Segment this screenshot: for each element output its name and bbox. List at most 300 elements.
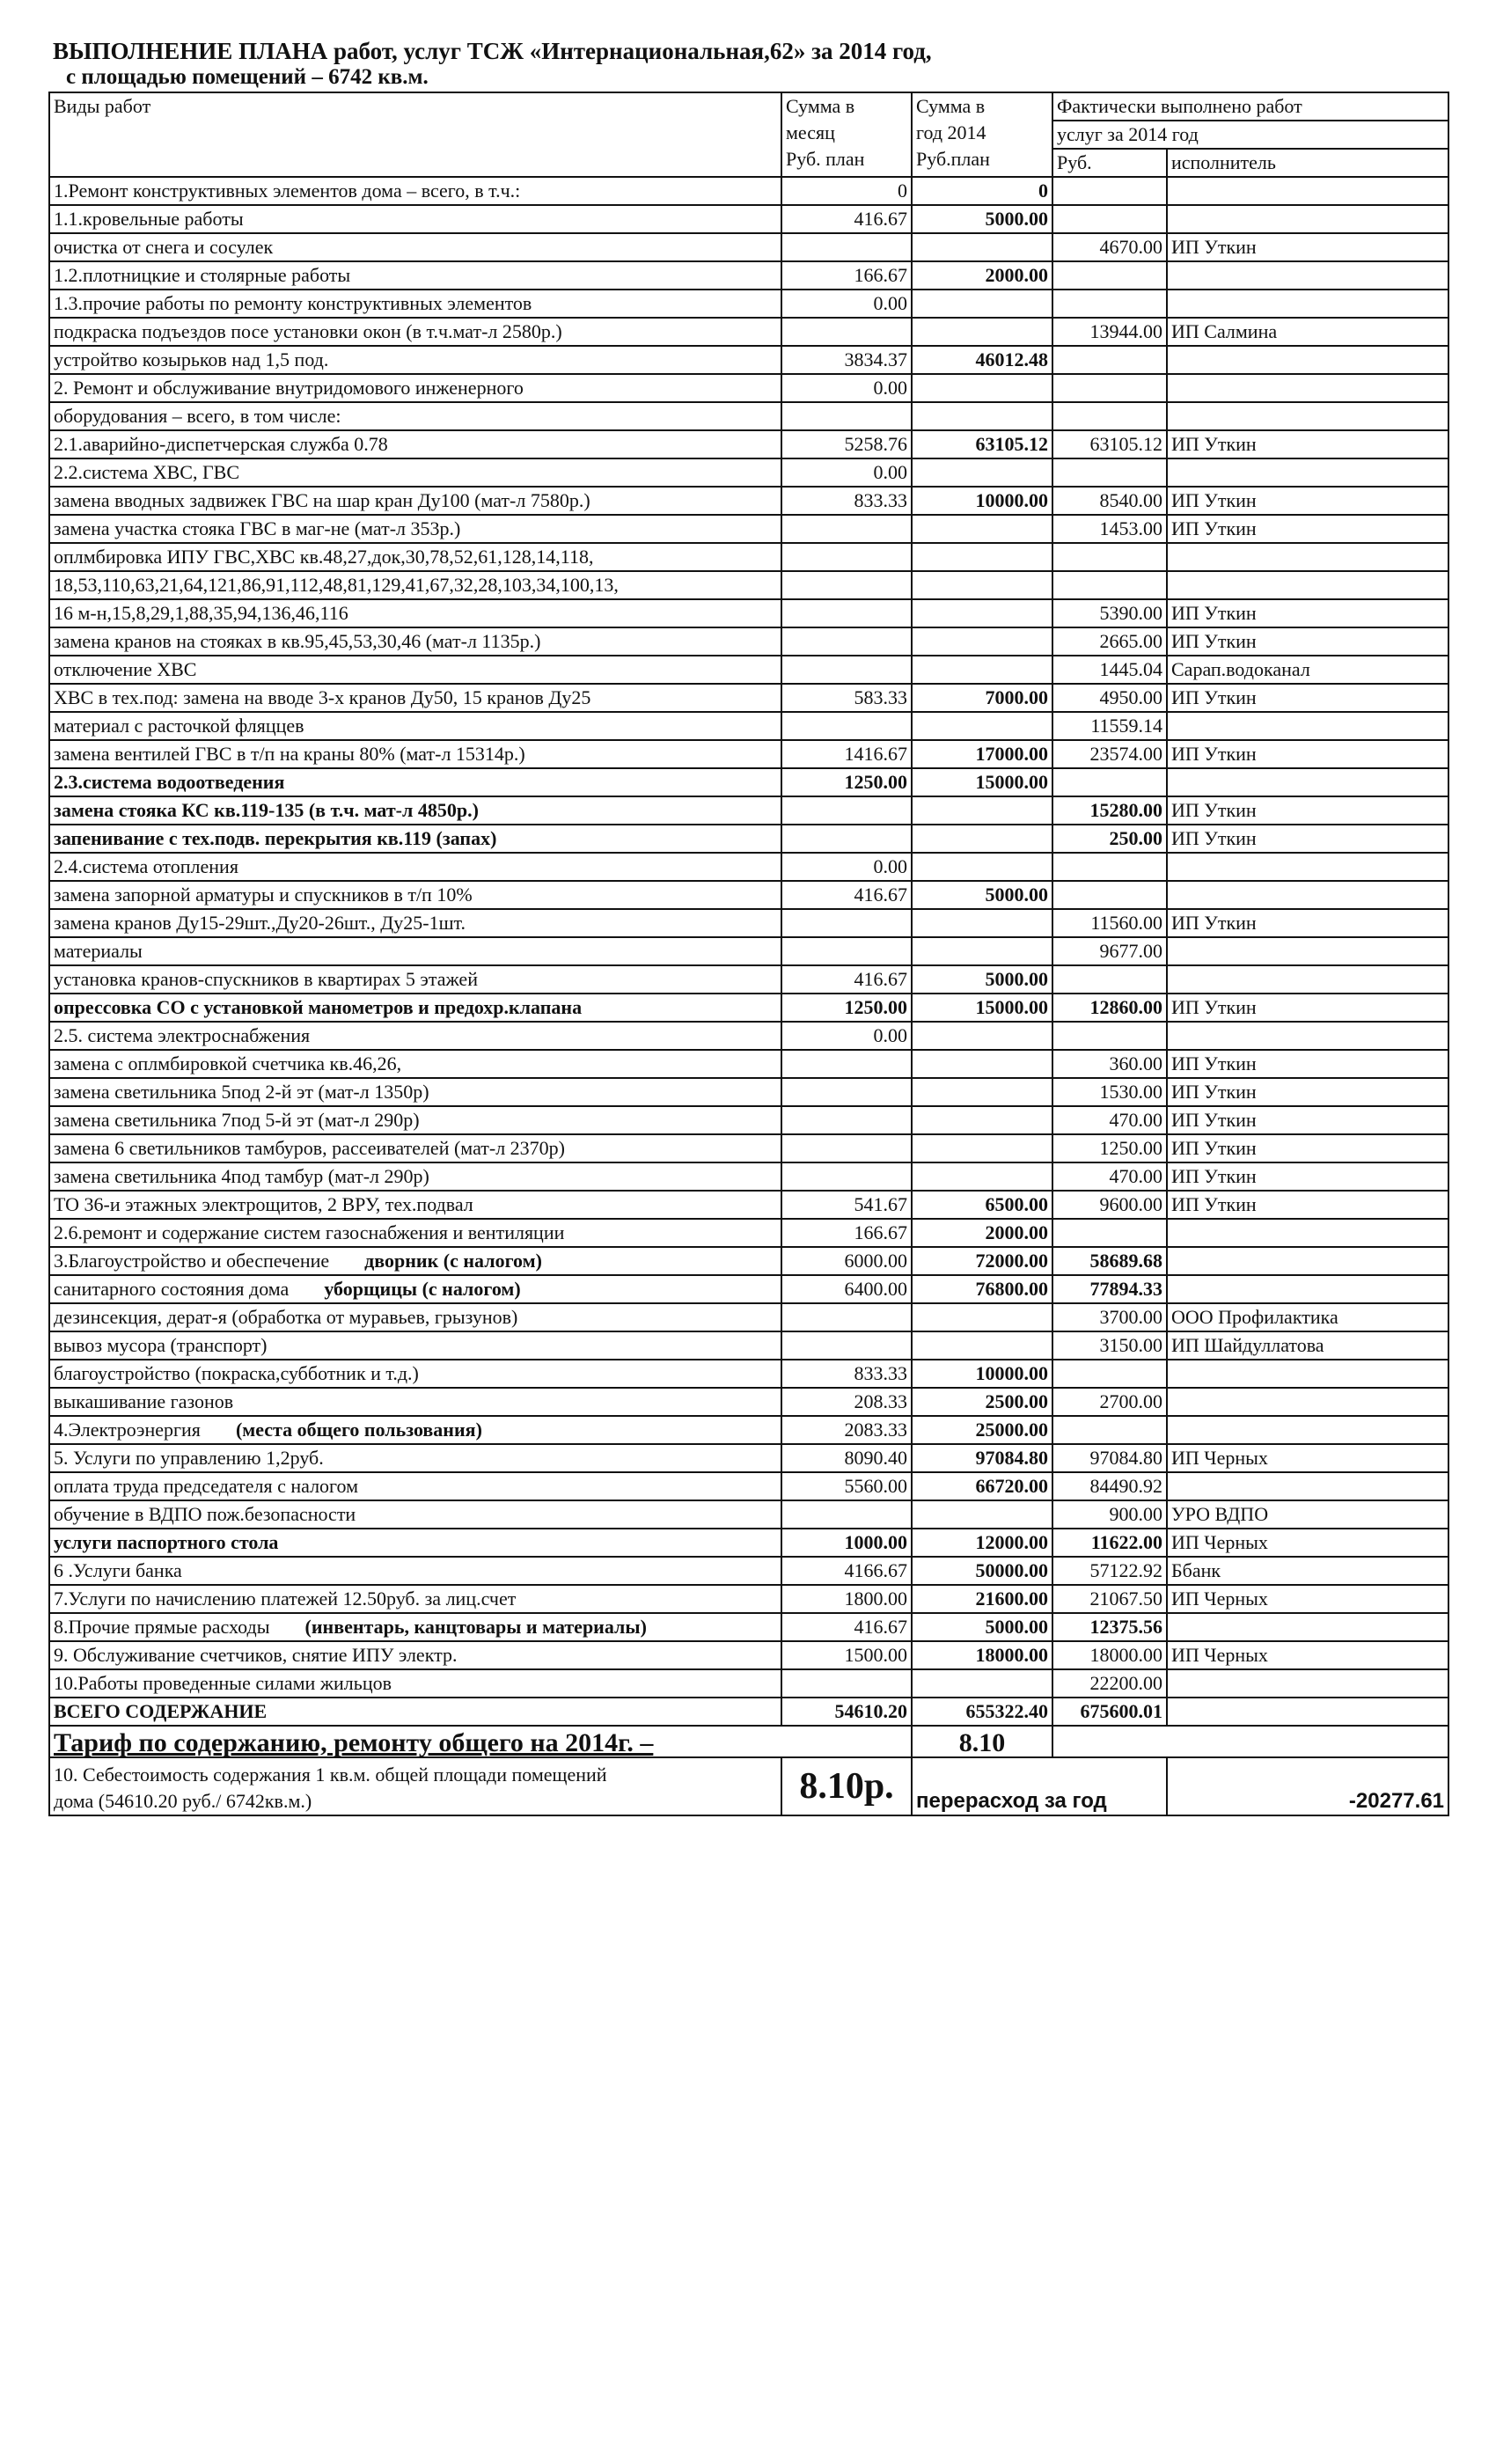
work-type-cell <box>49 1134 781 1162</box>
table-row <box>49 1585 1448 1613</box>
column-header-year <box>912 92 1052 177</box>
month-plan-cell: 1416.67 <box>781 740 912 768</box>
work-type-cell <box>49 402 781 430</box>
month-plan-cell: 4166.67 <box>781 1557 912 1585</box>
fact-rub-cell: 2665.00 <box>1052 627 1167 656</box>
work-type-cell <box>49 233 781 261</box>
work-type-cell <box>49 374 781 402</box>
month-plan-cell <box>781 825 912 853</box>
month-plan-cell <box>781 543 912 571</box>
year-plan-cell <box>912 627 1052 656</box>
work-type-text: ХВС в тех.под: замена на вводе 3-х кранов Ду50, 15 кранов Ду25 <box>54 686 591 708</box>
table-row <box>49 1331 1448 1360</box>
executor-cell: ИП Уткин <box>1167 1134 1448 1162</box>
executor-cell: ИП Уткин <box>1167 515 1448 543</box>
overrun-value: -20277.61 <box>1167 1757 1448 1815</box>
year-plan-cell: 655322.40 <box>912 1698 1052 1726</box>
table-row <box>49 712 1448 740</box>
year-plan-cell: 2000.00 <box>912 261 1052 290</box>
work-type-text: материалы <box>54 940 143 962</box>
work-type-bold-text: (инвентарь, канцтовары и материалы) <box>304 1616 647 1638</box>
year-plan-cell: 0 <box>912 177 1052 205</box>
executor-cell <box>1167 1698 1448 1726</box>
executor-cell: ИП Уткин <box>1167 994 1448 1022</box>
month-plan-cell <box>781 1500 912 1529</box>
column-header-month-line2: месяц <box>786 121 835 143</box>
fact-rub-cell: 3150.00 <box>1052 1331 1167 1360</box>
month-plan-cell: 833.33 <box>781 487 912 515</box>
column-header-fact-year: услуг за 2014 год <box>1052 121 1448 149</box>
fact-rub-cell: 11559.14 <box>1052 712 1167 740</box>
work-type-text: 2.3.система водоотведения <box>54 771 285 793</box>
fact-rub-cell: 3700.00 <box>1052 1303 1167 1331</box>
table-row <box>49 430 1448 458</box>
cost-row <box>49 1757 1448 1815</box>
cost-value: 8.10р. <box>781 1757 912 1815</box>
executor-cell <box>1167 1275 1448 1303</box>
work-type-text: 4.Электроэнергия <box>54 1419 201 1441</box>
column-header-types: Виды работ <box>49 92 781 177</box>
executor-cell: ИП Черных <box>1167 1529 1448 1557</box>
executor-cell: ИП Уткин <box>1167 430 1448 458</box>
work-type-cell <box>49 909 781 937</box>
fact-rub-cell: 12860.00 <box>1052 994 1167 1022</box>
work-type-text: замена стояка КС кв.119-135 (в т.ч. мат-л 4850р.) <box>54 799 479 821</box>
work-type-cell <box>49 205 781 233</box>
work-type-text: 1.Ремонт конструктивных элементов дома – всего, в т.ч.: <box>54 180 521 202</box>
month-plan-cell <box>781 656 912 684</box>
table-row <box>49 1641 1448 1669</box>
fact-rub-cell <box>1052 768 1167 796</box>
work-type-cell <box>49 571 781 599</box>
work-type-cell <box>49 1360 781 1388</box>
month-plan-cell: 541.67 <box>781 1191 912 1219</box>
month-plan-cell: 6400.00 <box>781 1275 912 1303</box>
fact-rub-cell: 9600.00 <box>1052 1191 1167 1219</box>
month-plan-cell: 0.00 <box>781 290 912 318</box>
month-plan-cell <box>781 796 912 825</box>
month-plan-cell <box>781 318 912 346</box>
work-type-text: выкашивание газонов <box>54 1390 234 1412</box>
table-row <box>49 1500 1448 1529</box>
year-plan-cell <box>912 374 1052 402</box>
work-type-text: санитарного состояния дома <box>54 1278 290 1300</box>
work-type-text: запенивание с тех.подв. перекрытия кв.119 (запах) <box>54 827 497 849</box>
month-plan-cell: 416.67 <box>781 205 912 233</box>
year-plan-cell <box>912 1022 1052 1050</box>
table-row <box>49 515 1448 543</box>
table-row <box>49 1472 1448 1500</box>
table-row <box>49 1388 1448 1416</box>
month-plan-cell: 6000.00 <box>781 1247 912 1275</box>
executor-cell: ИП Черных <box>1167 1444 1448 1472</box>
work-type-text: 1.3.прочие работы по ремонту конструктивных элементов <box>54 292 532 314</box>
year-plan-cell <box>912 825 1052 853</box>
month-plan-cell <box>781 515 912 543</box>
work-type-text: замена 6 светильников тамбуров, рассеивателей (мат-л 2370р) <box>54 1137 566 1159</box>
month-plan-cell <box>781 1669 912 1698</box>
work-type-text: 8.Прочие прямые расходы <box>54 1616 270 1638</box>
year-plan-cell <box>912 656 1052 684</box>
table-row <box>49 374 1448 402</box>
table-row <box>49 1050 1448 1078</box>
fact-rub-cell: 15280.00 <box>1052 796 1167 825</box>
fact-rub-cell: 1530.00 <box>1052 1078 1167 1106</box>
header-row-1 <box>49 92 1448 121</box>
fact-rub-cell: 1445.04 <box>1052 656 1167 684</box>
fact-rub-cell <box>1052 853 1167 881</box>
year-plan-cell: 63105.12 <box>912 430 1052 458</box>
year-plan-cell <box>912 909 1052 937</box>
fact-rub-cell <box>1052 571 1167 599</box>
year-plan-cell: 15000.00 <box>912 994 1052 1022</box>
table-row <box>49 543 1448 571</box>
year-plan-cell <box>912 712 1052 740</box>
fact-rub-cell: 21067.50 <box>1052 1585 1167 1613</box>
work-type-text: оборудования – всего, в том числе: <box>54 405 341 427</box>
year-plan-cell: 46012.48 <box>912 346 1052 374</box>
work-type-text: вывоз мусора (транспорт) <box>54 1334 268 1356</box>
table-row <box>49 994 1448 1022</box>
year-plan-cell: 72000.00 <box>912 1247 1052 1275</box>
month-plan-cell: 833.33 <box>781 1360 912 1388</box>
year-plan-cell: 7000.00 <box>912 684 1052 712</box>
executor-cell <box>1167 346 1448 374</box>
work-type-text: 1.1.кровельные работы <box>54 208 244 230</box>
column-header-executor: исполнитель <box>1167 149 1448 177</box>
year-plan-cell: 25000.00 <box>912 1416 1052 1444</box>
table-row <box>49 1106 1448 1134</box>
executor-cell <box>1167 290 1448 318</box>
month-plan-cell: 416.67 <box>781 1613 912 1641</box>
year-plan-cell: 66720.00 <box>912 1472 1052 1500</box>
year-plan-cell <box>912 853 1052 881</box>
work-type-text: ТО 36-и этажных электрощитов, 2 ВРУ, тех.подвал <box>54 1193 473 1215</box>
year-plan-cell: 10000.00 <box>912 1360 1052 1388</box>
fact-rub-cell <box>1052 290 1167 318</box>
fact-rub-cell: 97084.80 <box>1052 1444 1167 1472</box>
work-type-cell <box>49 1247 781 1275</box>
work-type-cell <box>49 1331 781 1360</box>
table-row <box>49 825 1448 853</box>
month-plan-cell: 166.67 <box>781 1219 912 1247</box>
work-type-cell <box>49 796 781 825</box>
work-type-text: 2.5. система электроснабжения <box>54 1024 311 1046</box>
executor-cell <box>1167 571 1448 599</box>
table-row <box>49 318 1448 346</box>
executor-cell <box>1167 402 1448 430</box>
executor-cell: ИП Черных <box>1167 1641 1448 1669</box>
table-row <box>49 909 1448 937</box>
work-type-text: отключение ХВС <box>54 658 197 680</box>
executor-cell <box>1167 768 1448 796</box>
month-plan-cell <box>781 1050 912 1078</box>
table-row <box>49 768 1448 796</box>
executor-cell: ИП Черных <box>1167 1585 1448 1613</box>
table-row <box>49 402 1448 430</box>
table-row <box>49 627 1448 656</box>
month-plan-cell: 583.33 <box>781 684 912 712</box>
work-type-text: 1.2.плотницкие и столярные работы <box>54 264 351 286</box>
fact-rub-cell: 8540.00 <box>1052 487 1167 515</box>
table-row <box>49 965 1448 994</box>
year-plan-cell <box>912 1050 1052 1078</box>
fact-rub-cell: 22200.00 <box>1052 1669 1167 1698</box>
column-header-rub: Руб. <box>1052 149 1167 177</box>
fact-rub-cell <box>1052 177 1167 205</box>
year-plan-cell <box>912 1134 1052 1162</box>
work-type-text: обучение в ВДПО пож.безопасности <box>54 1503 356 1525</box>
table-row <box>49 458 1448 487</box>
work-type-text: замена с оплмбировкой счетчика кв.46,26, <box>54 1052 402 1074</box>
tarif-empty <box>1052 1726 1448 1757</box>
fact-rub-cell <box>1052 205 1167 233</box>
executor-cell <box>1167 261 1448 290</box>
fact-rub-cell: 360.00 <box>1052 1050 1167 1078</box>
month-plan-cell <box>781 571 912 599</box>
executor-cell <box>1167 1022 1448 1050</box>
year-plan-cell <box>912 1078 1052 1106</box>
year-plan-cell: 6500.00 <box>912 1191 1052 1219</box>
month-plan-cell <box>781 1162 912 1191</box>
table-row <box>49 1022 1448 1050</box>
work-type-cell <box>49 261 781 290</box>
fact-rub-cell <box>1052 543 1167 571</box>
executor-cell <box>1167 853 1448 881</box>
fact-rub-cell: 23574.00 <box>1052 740 1167 768</box>
month-plan-cell: 0.00 <box>781 374 912 402</box>
work-type-text: подкраска подъездов посе установки окон (в т.ч.мат-л 2580р.) <box>54 320 562 342</box>
year-plan-cell: 10000.00 <box>912 487 1052 515</box>
table-row <box>49 1557 1448 1585</box>
month-plan-cell <box>781 937 912 965</box>
work-type-text: дезинсекция, дерат-я (обработка от муравьев, грызунов) <box>54 1306 518 1328</box>
work-type-text: 18,53,110,63,21,64,121,86,91,112,48,81,129,41,67,32,28,103,34,100,13, <box>54 574 619 596</box>
executor-cell: ИП Уткин <box>1167 233 1448 261</box>
work-type-cell <box>49 1557 781 1585</box>
executor-cell <box>1167 1472 1448 1500</box>
executor-cell <box>1167 712 1448 740</box>
tarif-label: Тариф по содержанию, ремонту общего на 2014г. – <box>49 1726 912 1757</box>
month-plan-cell <box>781 1303 912 1331</box>
work-type-cell <box>49 881 781 909</box>
year-plan-cell <box>912 1162 1052 1191</box>
table-row <box>49 1669 1448 1698</box>
month-plan-cell <box>781 599 912 627</box>
fact-rub-cell <box>1052 346 1167 374</box>
table-row <box>49 205 1448 233</box>
fact-rub-cell: 11622.00 <box>1052 1529 1167 1557</box>
month-plan-cell: 1000.00 <box>781 1529 912 1557</box>
work-type-text: оплата труда председателя с налогом <box>54 1475 359 1497</box>
table-row <box>49 261 1448 290</box>
executor-cell <box>1167 205 1448 233</box>
fact-rub-cell <box>1052 1022 1167 1050</box>
year-plan-cell: 5000.00 <box>912 965 1052 994</box>
table-row <box>49 1219 1448 1247</box>
year-plan-cell <box>912 937 1052 965</box>
executor-cell: ИП Уткин <box>1167 627 1448 656</box>
work-type-text: замена светильника 5под 2-й эт (мат-л 1350р) <box>54 1081 429 1103</box>
table-row <box>49 177 1448 205</box>
column-header-month-line3: Руб. план <box>786 148 865 170</box>
work-type-cell <box>49 177 781 205</box>
month-plan-cell: 1800.00 <box>781 1585 912 1613</box>
work-type-text: очистка от снега и сосулек <box>54 236 274 258</box>
work-type-cell <box>49 1613 781 1641</box>
year-plan-cell: 2500.00 <box>912 1388 1052 1416</box>
executor-cell: ИП Уткин <box>1167 1106 1448 1134</box>
work-type-bold-text: (места общего пользования) <box>235 1419 482 1441</box>
work-type-text: замена участка стояка ГВС в маг-не (мат-л 353р.) <box>54 517 461 539</box>
table-row <box>49 684 1448 712</box>
work-type-text: оплмбировка ИПУ ГВС,ХВС кв.48,27,док,30,78,52,61,128,14,118, <box>54 546 594 568</box>
work-type-cell <box>49 1303 781 1331</box>
month-plan-cell: 166.67 <box>781 261 912 290</box>
work-type-text: установка кранов-спускников в квартирах 5 этажей <box>54 968 478 990</box>
year-plan-cell <box>912 543 1052 571</box>
year-plan-cell: 21600.00 <box>912 1585 1052 1613</box>
work-type-cell <box>49 599 781 627</box>
work-type-cell <box>49 346 781 374</box>
table-row <box>49 1613 1448 1641</box>
month-plan-cell <box>781 1106 912 1134</box>
executor-cell <box>1167 458 1448 487</box>
executor-cell <box>1167 177 1448 205</box>
year-plan-cell <box>912 402 1052 430</box>
table-row <box>49 233 1448 261</box>
month-plan-cell <box>781 1134 912 1162</box>
executor-cell <box>1167 1219 1448 1247</box>
year-plan-cell <box>912 233 1052 261</box>
column-header-month-line1: Сумма в <box>786 95 855 117</box>
table-row <box>49 487 1448 515</box>
executor-cell <box>1167 1416 1448 1444</box>
year-plan-cell <box>912 1303 1052 1331</box>
column-header-fact: Фактически выполнено работ <box>1052 92 1448 121</box>
fact-rub-cell <box>1052 458 1167 487</box>
table-row <box>49 1416 1448 1444</box>
fact-rub-cell: 57122.92 <box>1052 1557 1167 1585</box>
work-type-bold-text: дворник (с налогом) <box>364 1250 542 1272</box>
month-plan-cell: 8090.40 <box>781 1444 912 1472</box>
executor-cell: ИП Уткин <box>1167 909 1448 937</box>
year-plan-cell <box>912 318 1052 346</box>
year-plan-cell: 18000.00 <box>912 1641 1052 1669</box>
work-type-cell <box>49 1529 781 1557</box>
executor-cell: ИП Шайдуллатова <box>1167 1331 1448 1360</box>
month-plan-cell: 54610.20 <box>781 1698 912 1726</box>
table-row <box>49 656 1448 684</box>
work-type-cell <box>49 458 781 487</box>
work-type-text: 10.Работы проведенные силами жильцов <box>54 1672 392 1694</box>
table-row <box>49 1247 1448 1275</box>
work-type-text: 2.4.система отопления <box>54 855 238 877</box>
executor-cell: ИП Уткин <box>1167 825 1448 853</box>
fact-rub-cell: 470.00 <box>1052 1106 1167 1134</box>
table-row <box>49 1360 1448 1388</box>
work-type-text: замена вентилей ГВС в т/п на краны 80% (мат-л 15314р.) <box>54 743 525 765</box>
work-type-cell <box>49 1162 781 1191</box>
executor-cell: ИП Уткин <box>1167 796 1448 825</box>
work-type-cell <box>49 430 781 458</box>
fact-rub-cell: 5390.00 <box>1052 599 1167 627</box>
table-row <box>49 853 1448 881</box>
table-row <box>49 1134 1448 1162</box>
work-type-text: услуги паспортного стола <box>54 1531 279 1553</box>
work-type-cell <box>49 853 781 881</box>
work-type-cell <box>49 712 781 740</box>
fact-rub-cell <box>1052 1416 1167 1444</box>
table-row <box>49 1275 1448 1303</box>
fact-rub-cell: 2700.00 <box>1052 1388 1167 1416</box>
executor-cell: ИП Уткин <box>1167 740 1448 768</box>
year-plan-cell: 76800.00 <box>912 1275 1052 1303</box>
work-type-text: 2.6.ремонт и содержание систем газоснабжения и вентиляции <box>54 1221 565 1243</box>
fact-rub-cell: 63105.12 <box>1052 430 1167 458</box>
year-plan-cell: 2000.00 <box>912 1219 1052 1247</box>
table-row <box>49 571 1448 599</box>
fact-rub-cell <box>1052 965 1167 994</box>
fact-rub-cell <box>1052 1360 1167 1388</box>
year-plan-cell <box>912 1331 1052 1360</box>
column-header-year-line1: Сумма в <box>916 95 986 117</box>
year-plan-cell: 5000.00 <box>912 881 1052 909</box>
month-plan-cell <box>781 233 912 261</box>
work-type-cell <box>49 1698 781 1726</box>
work-type-cell <box>49 1191 781 1219</box>
fact-rub-cell: 58689.68 <box>1052 1247 1167 1275</box>
work-type-cell <box>49 1275 781 1303</box>
work-type-cell <box>49 515 781 543</box>
executor-cell: ИП Уткин <box>1167 1162 1448 1191</box>
year-plan-cell: 17000.00 <box>912 740 1052 768</box>
fact-rub-cell: 1250.00 <box>1052 1134 1167 1162</box>
table-row <box>49 1078 1448 1106</box>
fact-rub-cell: 13944.00 <box>1052 318 1167 346</box>
fact-rub-cell: 1453.00 <box>1052 515 1167 543</box>
work-type-text: 7.Услуги по начислению платежей 12.50руб. за лиц.счет <box>54 1588 517 1610</box>
month-plan-cell <box>781 627 912 656</box>
work-type-text: 2.2.система ХВС, ГВС <box>54 461 240 483</box>
work-type-text: 2. Ремонт и обслуживание внутридомового инженерного <box>54 377 524 399</box>
work-type-cell <box>49 768 781 796</box>
work-type-bold-text: уборщицы (с налогом) <box>324 1278 521 1300</box>
document-subtitle: с площадью помещений – 6742 кв.м. <box>66 65 429 89</box>
document-page <box>48 37 1448 1816</box>
work-type-cell <box>49 1050 781 1078</box>
table-row <box>49 1698 1448 1726</box>
work-type-cell <box>49 1500 781 1529</box>
work-type-cell <box>49 1219 781 1247</box>
table-row <box>49 881 1448 909</box>
fact-rub-cell: 77894.33 <box>1052 1275 1167 1303</box>
year-plan-cell <box>912 571 1052 599</box>
work-type-text: 5. Услуги по управлению 1,2руб. <box>54 1447 324 1469</box>
year-plan-cell: 5000.00 <box>912 205 1052 233</box>
month-plan-cell: 5560.00 <box>781 1472 912 1500</box>
work-type-cell <box>49 1669 781 1698</box>
report-rows <box>49 177 1448 1726</box>
executor-cell <box>1167 965 1448 994</box>
fact-rub-cell: 900.00 <box>1052 1500 1167 1529</box>
year-plan-cell <box>912 599 1052 627</box>
cost-line-1: 10. Себестоимость содержания 1 кв.м. общей площади помещений <box>54 1764 607 1786</box>
executor-cell <box>1167 1669 1448 1698</box>
table-row <box>49 1529 1448 1557</box>
table-row <box>49 290 1448 318</box>
executor-cell: ИП Уткин <box>1167 487 1448 515</box>
